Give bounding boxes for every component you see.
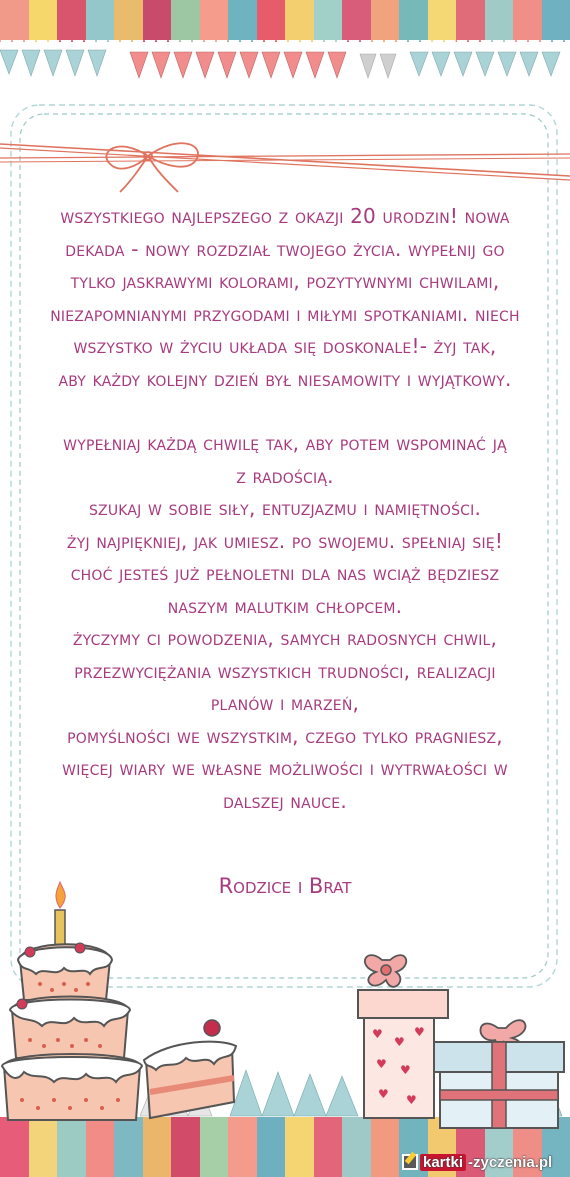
text-line: życzymy ci powodzenia, samych radosnych chwil,	[72, 626, 498, 650]
greeting-paragraph-2	[30, 427, 540, 817]
svg-text:♥: ♥	[400, 1063, 411, 1077]
birthday-cake-illustration	[0, 880, 250, 1130]
watermark-domain: -zyczenia.pl	[468, 1153, 553, 1171]
gift-boxes-illustration	[348, 950, 570, 1130]
svg-text:♥: ♥	[372, 1027, 383, 1041]
text-line: z radością.	[236, 463, 334, 488]
text-line: wszystkiego najlepszego z okazji 20 urodzin! nowa	[60, 204, 510, 228]
text-line: planów i marzeń,	[210, 691, 360, 715]
text-line: więcej wiary we własne możliwości i wytrwałości w	[62, 756, 508, 780]
svg-text:♥: ♥	[378, 1087, 389, 1101]
top-stripe-border	[0, 0, 570, 42]
watermark-brand: kartki	[420, 1154, 466, 1171]
text-line: szukaj w sobie siły, entuzjazmu i namiętności.	[88, 496, 482, 520]
text-line: dalszej nauce.	[223, 788, 347, 813]
site-watermark	[402, 1150, 552, 1174]
text-line: niezapomnianymi przygodami i miłymi spotkaniami. niech	[50, 301, 520, 326]
svg-text:♥: ♥	[406, 1093, 417, 1107]
pencil-card-icon	[402, 1154, 418, 1170]
svg-text:♥: ♥	[376, 1057, 387, 1071]
top-bunting	[0, 48, 570, 84]
ribbon-bow	[0, 134, 570, 194]
text-line: aby każdy kolejny dzień był niesamowity i wyjątkowy.	[58, 366, 512, 391]
text-line: dekada - nowy rozdział twojego życia. wypełnij go	[65, 236, 505, 261]
text-line: żyj najpiękniej, jak umiesz. po swojemu. spełniaj się!	[66, 528, 504, 553]
greeting-paragraph-1	[30, 200, 540, 395]
svg-text:♥: ♥	[394, 1035, 405, 1049]
text-line: naszym malutkim chłopcem.	[167, 593, 403, 618]
svg-text:♥: ♥	[414, 1025, 425, 1039]
text-line: przezwyciężania wszystkich trudności, realizacji	[74, 658, 496, 683]
signature: Rodzice i Brat	[218, 874, 352, 898]
text-line: choć jesteś już pełnoletni dla nas wciąż będziesz	[70, 561, 500, 585]
text-line: tylko jaskrawymi kolorami, pozytywnymi chwilami,	[70, 269, 500, 293]
text-line: wszystko w życiu układa się doskonale!- żyj tak,	[73, 334, 497, 358]
text-line: pomyślności we wszystkim, czego tylko pragniesz,	[67, 723, 503, 748]
text-line: wypełniaj każdą chwilę tak, aby potem wspominać ją	[63, 431, 507, 455]
greeting-text	[30, 200, 540, 817]
